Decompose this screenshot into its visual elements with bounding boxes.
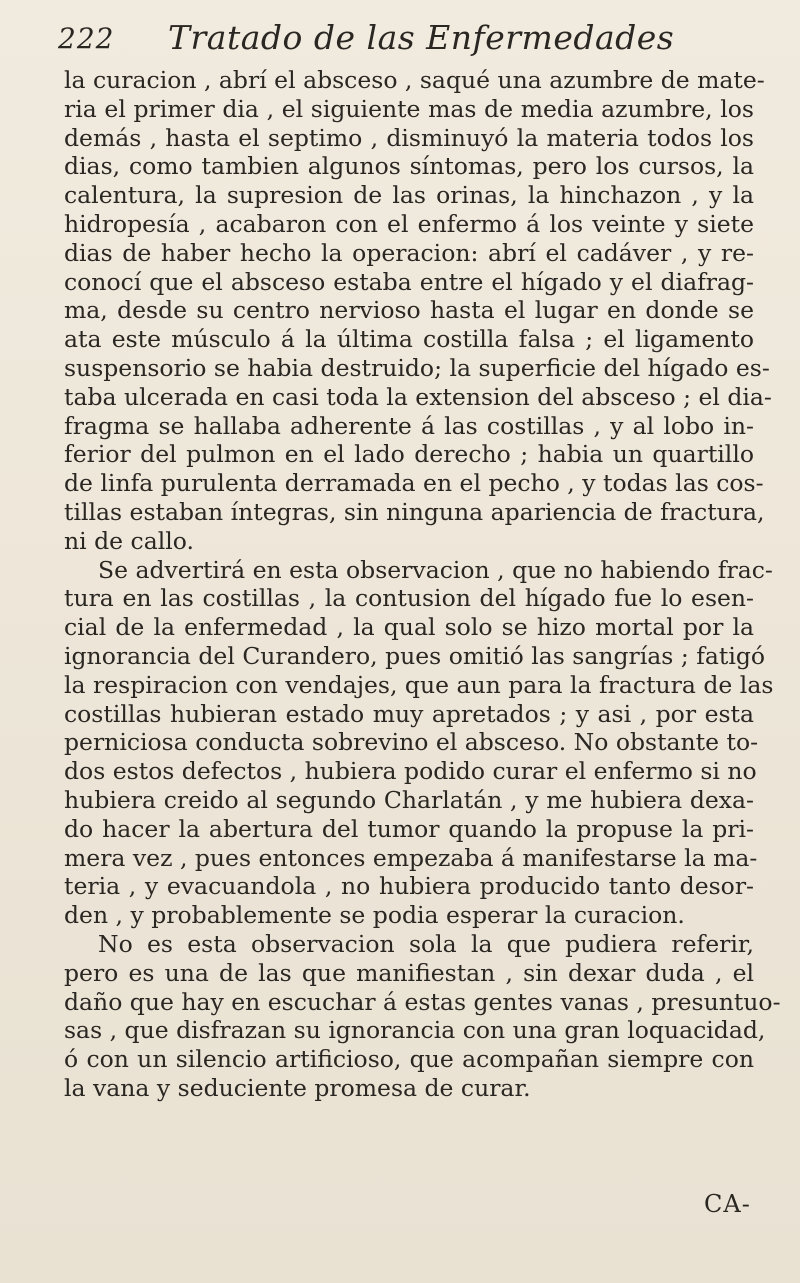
text-line: cial de la enfermedad , la qual solo se hizo mortal por la xyxy=(64,613,754,642)
text-line: tura en las costillas , la contusion del hígado fue lo esen- xyxy=(64,584,754,613)
text-line: daño que hay en escuchar á estas gentes vanas , presuntuo- xyxy=(64,987,781,1016)
text-line: costillas hubieran estado muy apretados ; y asi , por esta xyxy=(64,699,754,728)
text-line: tillas estaban íntegras, sin ninguna apariencia de fractura, xyxy=(64,497,765,526)
text-line: ferior del pulmon en el lado derecho ; habia un quartillo xyxy=(64,440,754,469)
text-line: ma, desde su centro nervioso hasta el lugar en donde se xyxy=(64,296,754,325)
text-line: la respiracion con vendajes, que aun para la fractura de las xyxy=(64,670,774,699)
text-line: la curacion , abrí el absceso , saqué una azumbre de mate- xyxy=(64,66,765,94)
text-line: taba ulcerada en casi toda la extension del absceso ; el dia- xyxy=(64,382,772,411)
text-line: suspensorio se habia destruido; la superficie del hígado es- xyxy=(64,353,770,382)
text-line: sas , que disfrazan su ignorancia con una gran loquacidad, xyxy=(64,1016,766,1045)
text-line: la vana y seduciente promesa de curar. xyxy=(64,1073,531,1102)
text-line: ria el primer dia , el siguiente mas de media azumbre, los xyxy=(64,94,754,123)
text-line: demás , hasta el septimo , disminuyó la materia todos los xyxy=(64,123,754,152)
text-line: dias de haber hecho la operacion: abrí el cadáver , y re- xyxy=(64,238,754,267)
text-line: ata este músculo á la última costilla falsa ; el ligamento xyxy=(64,325,754,354)
text-line: pero es una de las que manifiestan , sin dexar duda , el xyxy=(64,958,754,987)
text-line: dos estos defectos , hubiera podido curar el enfermo si no xyxy=(64,757,757,786)
text-line: teria , y evacuandola , no hubiera producido tanto desor- xyxy=(64,872,754,901)
text-line: mera vez , pues entonces empezaba á manifestarse la ma- xyxy=(64,843,758,872)
page-number: 222 xyxy=(58,22,115,55)
text-line: hidropesía , acabaron con el enfermo á los veinte y siete xyxy=(64,209,754,238)
text-line: perniciosa conducta sobrevino el absceso. No obstante to- xyxy=(64,728,759,757)
text-line: ni de callo. xyxy=(64,526,194,555)
page-header xyxy=(58,14,758,58)
text-line: conocí que el absceso estaba entre el hígado y el diafrag- xyxy=(64,267,754,296)
text-line: Se advertirá en esta observacion , que no habiendo frac- xyxy=(98,555,773,584)
text-line: No es esta observacion sola la que pudiera referir, xyxy=(98,929,754,958)
text-line: calentura, la supresion de las orinas, la hinchazon , y la xyxy=(64,181,754,210)
text-line: dias, como tambien algunos síntomas, pero los cursos, la xyxy=(64,152,754,181)
catchword: CA- xyxy=(704,1190,751,1218)
text-line: ignorancia del Curandero, pues omitió las sangrías ; fatigó xyxy=(64,641,766,670)
text-line: den , y probablemente se podia esperar la curacion. xyxy=(64,901,685,930)
text-line: de linfa purulenta derramada en el pecho , y todas las cos- xyxy=(64,469,764,498)
running-title: Tratado de las Enfermedades xyxy=(168,18,675,57)
text-line: hubiera creido al segundo Charlatán , y me hubiera dexa- xyxy=(64,785,754,814)
text-line: ó con un silencio artificioso, que acompañan siempre con xyxy=(64,1045,754,1074)
body-text xyxy=(64,66,781,1103)
text-line: fragma se hallaba adherente á las costillas , y al lobo in- xyxy=(64,411,754,440)
text-line: do hacer la abertura del tumor quando la propuse la pri- xyxy=(64,814,754,843)
